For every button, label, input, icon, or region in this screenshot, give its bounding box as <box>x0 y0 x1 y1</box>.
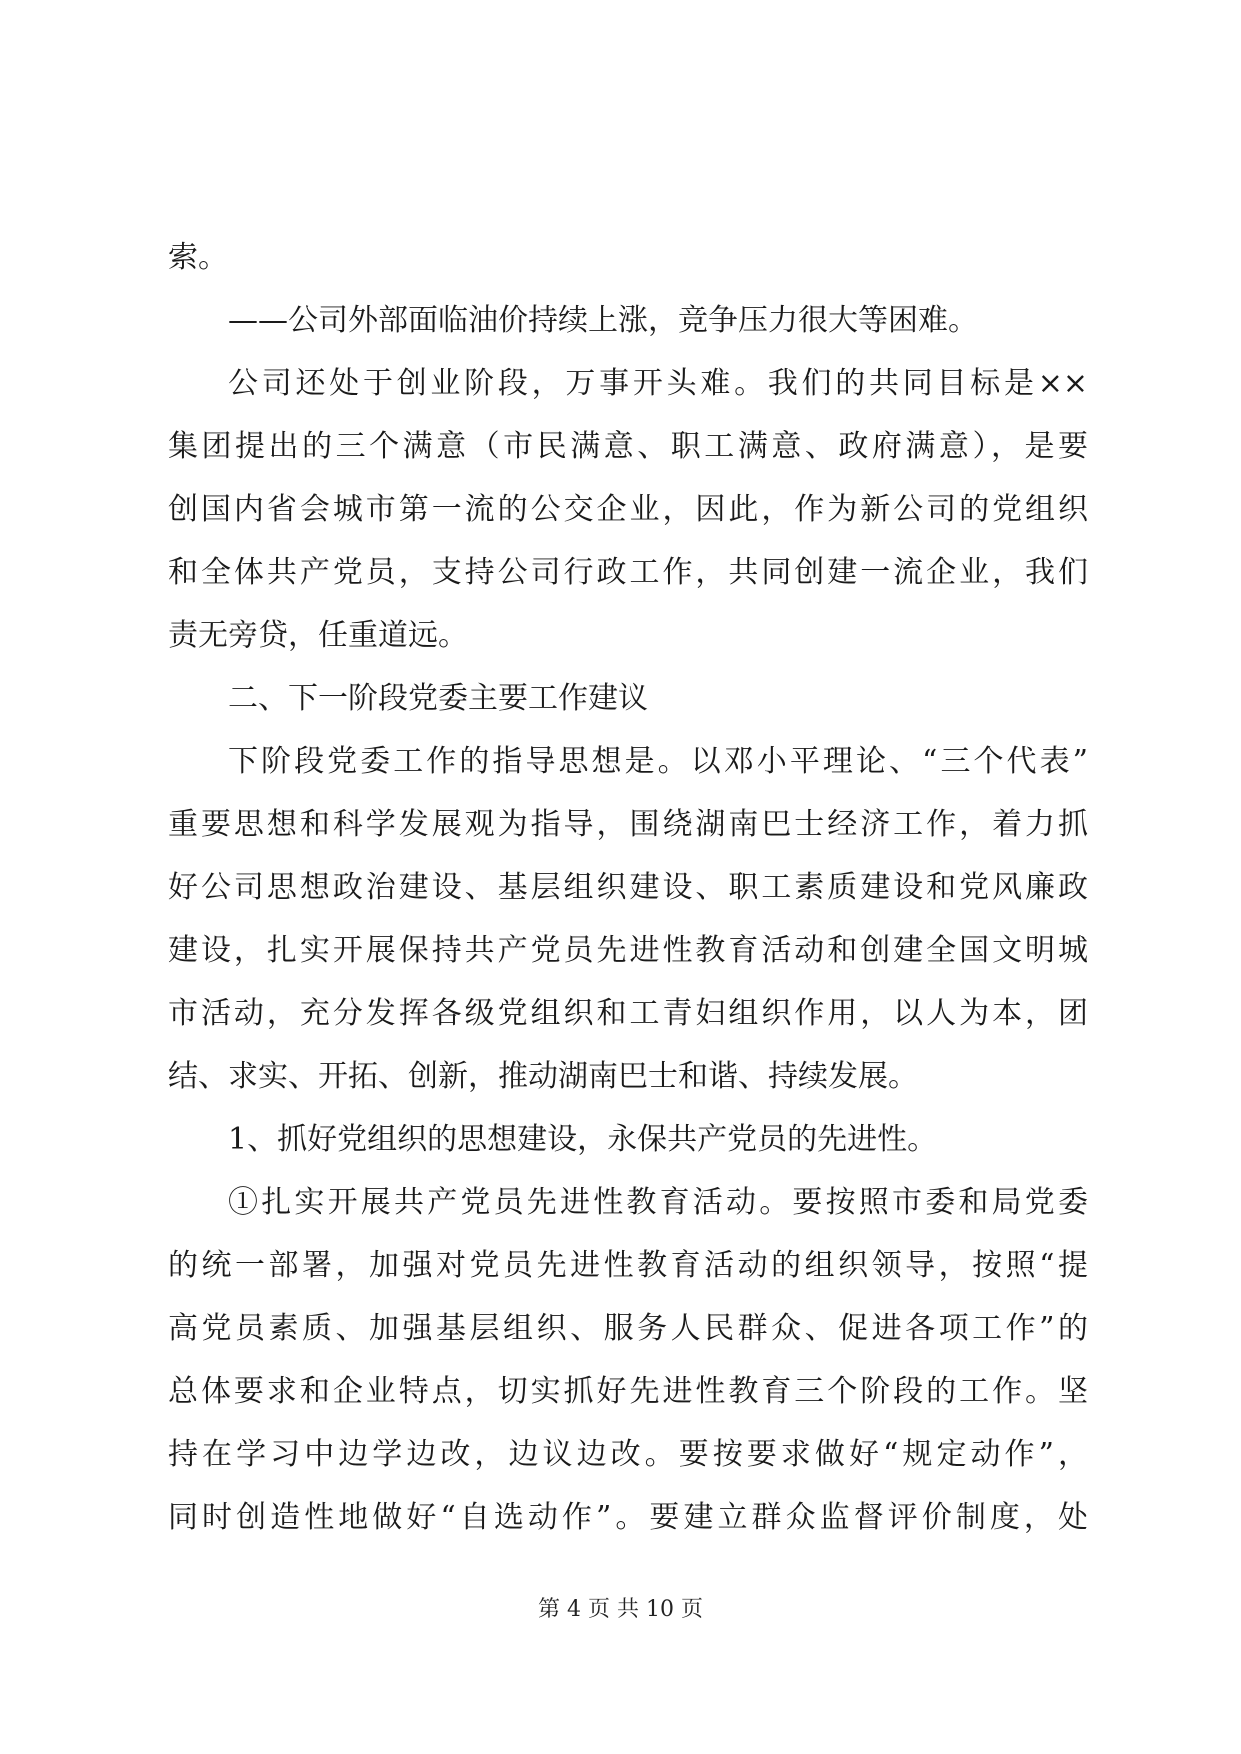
page-footer: 第 4 页 共 10 页 <box>538 1597 703 1622</box>
text-line: 1、抓好党组织的思想建设，永保共产党员的先进性。 <box>228 1122 938 1157</box>
text-line: 持在学习中边学边改，边议边改。要按要求做好“规定动作”， <box>168 1437 1088 1472</box>
text-line: 二、下一阶段党委主要工作建议 <box>228 681 648 716</box>
text-line: 结、求实、开拓、创新，推动湖南巴士和谐、持续发展。 <box>168 1059 918 1094</box>
text-line: 和全体共产党员，支持公司行政工作，共同创建一流企业，我们 <box>168 555 1088 590</box>
text-line: 高党员素质、加强基层组织、服务人民群众、促进各项工作”的 <box>168 1311 1088 1346</box>
text-line: 下阶段党委工作的指导思想是。以邓小平理论、“三个代表” <box>228 744 1088 779</box>
text-line: 创国内省会城市第一流的公交企业，因此，作为新公司的党组织 <box>168 492 1088 527</box>
body-text <box>168 226 1088 1549</box>
text-line: 索。 <box>168 240 228 275</box>
text-line: 市活动，充分发挥各级党组织和工青妇组织作用，以人为本，团 <box>168 996 1088 1031</box>
text-line: 的统一部署，加强对党员先进性教育活动的组织领导，按照“提 <box>168 1248 1088 1283</box>
text-line: 重要思想和科学发展观为指导，围绕湖南巴士经济工作，着力抓 <box>168 807 1088 842</box>
text-line: ——公司外部面临油价持续上涨，竞争压力很大等困难。 <box>228 303 978 338</box>
text-line: 建设，扎实开展保持共产党员先进性教育活动和创建全国文明城 <box>168 933 1088 968</box>
text-line: 总体要求和企业特点，切实抓好先进性教育三个阶段的工作。坚 <box>168 1374 1088 1409</box>
text-line: 责无旁贷，任重道远。 <box>168 618 468 653</box>
text-line: 集团提出的三个满意（市民满意、职工满意、政府满意），是要 <box>168 429 1088 464</box>
text-line: 好公司思想政治建设、基层组织建设、职工素质建设和党风廉政 <box>168 870 1088 905</box>
text-line: 公司还处于创业阶段，万事开头难。我们的共同目标是×× <box>228 366 1088 401</box>
text-line: ①扎实开展共产党员先进性教育活动。要按照市委和局党委 <box>228 1185 1088 1220</box>
text-line: 同时创造性地做好“自选动作”。要建立群众监督评价制度，处 <box>168 1500 1088 1535</box>
